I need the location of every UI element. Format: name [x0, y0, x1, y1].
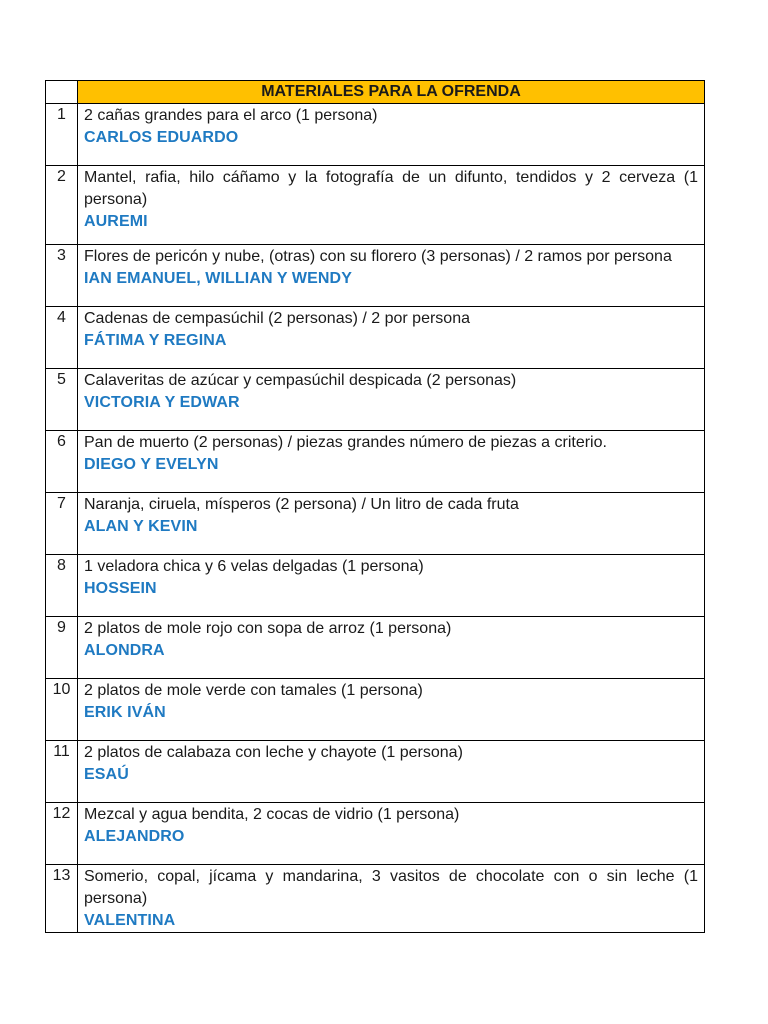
- table-row: [46, 431, 705, 493]
- assigned-person: CARLOS EDUARDO: [84, 129, 239, 146]
- row-number: 12: [52, 805, 71, 822]
- row-number-cell: [46, 369, 78, 431]
- table-row: [46, 617, 705, 679]
- material-description: Pan de muerto (2 personas) / piezas grandes número de piezas a criterio.: [84, 434, 607, 451]
- row-content-cell: [78, 245, 705, 307]
- materials-table-body: [46, 81, 705, 933]
- table-row: [46, 245, 705, 307]
- row-number-cell: [46, 617, 78, 679]
- row-number-cell: [46, 865, 78, 933]
- assigned-person: IAN EMANUEL, WILLIAN Y WENDY: [84, 270, 352, 287]
- material-description: Cadenas de cempasúchil (2 personas) / 2 por persona: [84, 310, 470, 327]
- material-description: 2 platos de mole rojo con sopa de arroz (1 persona): [84, 620, 452, 637]
- row-number-cell: [46, 555, 78, 617]
- row-number: 3: [57, 247, 66, 264]
- assigned-person: ERIK IVÁN: [84, 704, 166, 721]
- row-number: 2: [57, 168, 66, 185]
- assigned-person: DIEGO Y EVELYN: [84, 456, 219, 473]
- material-description: Somerio, copal, jícama y mandarina, 3 vasitos de chocolate con o sin leche (1 persona): [84, 868, 698, 907]
- material-description: 2 platos de calabaza con leche y chayote (1 persona): [84, 744, 463, 761]
- row-number-cell: [46, 307, 78, 369]
- row-number: 10: [52, 681, 71, 698]
- row-number: 8: [57, 557, 66, 574]
- row-number: 13: [52, 867, 71, 884]
- table-row: [46, 307, 705, 369]
- assigned-person: VALENTINA: [84, 912, 176, 929]
- table-row: [46, 555, 705, 617]
- assigned-person: VICTORIA Y EDWAR: [84, 394, 240, 411]
- row-content-cell: [78, 741, 705, 803]
- row-number-cell: [46, 104, 78, 166]
- material-description: Calaveritas de azúcar y cempasúchil despicada (2 personas): [84, 372, 517, 389]
- assigned-person: ALEJANDRO: [84, 828, 185, 845]
- row-content-cell: [78, 555, 705, 617]
- assigned-person: ESAÚ: [84, 766, 129, 783]
- row-number-cell: [46, 493, 78, 555]
- header-number-cell: [46, 81, 78, 104]
- row-number: 1: [57, 106, 66, 123]
- material-description: 1 veladora chica y 6 velas delgadas (1 persona): [84, 558, 424, 575]
- assigned-person: ALAN Y KEVIN: [84, 518, 198, 535]
- table-title: MATERIALES PARA LA OFRENDA: [78, 81, 705, 104]
- row-number-cell: [46, 431, 78, 493]
- material-description: Mezcal y agua bendita, 2 cocas de vidrio (1 persona): [84, 806, 460, 823]
- row-number-cell: [46, 741, 78, 803]
- row-number-cell: [46, 679, 78, 741]
- table-row: [46, 865, 705, 933]
- table-row: [46, 369, 705, 431]
- row-content-cell: [78, 166, 705, 245]
- row-number: 4: [57, 309, 66, 326]
- row-number: 11: [53, 743, 70, 760]
- assigned-person: FÁTIMA Y REGINA: [84, 332, 227, 349]
- row-number: 7: [57, 495, 66, 512]
- row-content-cell: [78, 865, 705, 933]
- table-row: [46, 493, 705, 555]
- row-content-cell: [78, 803, 705, 865]
- material-description: Mantel, rafia, hilo cáñamo y la fotografía de un difunto, tendidos y 2 cerveza (1 persona): [84, 169, 698, 208]
- row-number-cell: [46, 245, 78, 307]
- row-content-cell: [78, 493, 705, 555]
- table-row: [46, 166, 705, 245]
- table-header-row: [46, 81, 705, 104]
- assigned-person: AUREMI: [84, 213, 148, 230]
- row-content-cell: [78, 104, 705, 166]
- materials-table: [45, 80, 705, 933]
- row-content-cell: [78, 679, 705, 741]
- material-description: Flores de pericón y nube, (otras) con su florero (3 personas) / 2 ramos por persona: [84, 248, 672, 265]
- row-content-cell: [78, 307, 705, 369]
- row-content-cell: [78, 369, 705, 431]
- assigned-person: HOSSEIN: [84, 580, 157, 597]
- material-description: 2 cañas grandes para el arco (1 persona): [84, 107, 378, 124]
- table-row: [46, 104, 705, 166]
- row-number-cell: [46, 166, 78, 245]
- table-row: [46, 803, 705, 865]
- row-number: 6: [57, 433, 66, 450]
- row-content-cell: [78, 617, 705, 679]
- row-number: 9: [57, 619, 66, 636]
- assigned-person: ALONDRA: [84, 642, 165, 659]
- table-row: [46, 679, 705, 741]
- table-row: [46, 741, 705, 803]
- row-number: 5: [57, 371, 66, 388]
- row-number-cell: [46, 803, 78, 865]
- row-content-cell: [78, 431, 705, 493]
- material-description: 2 platos de mole verde con tamales (1 persona): [84, 682, 423, 699]
- material-description: Naranja, ciruela, mísperos (2 persona) / Un litro de cada fruta: [84, 496, 519, 513]
